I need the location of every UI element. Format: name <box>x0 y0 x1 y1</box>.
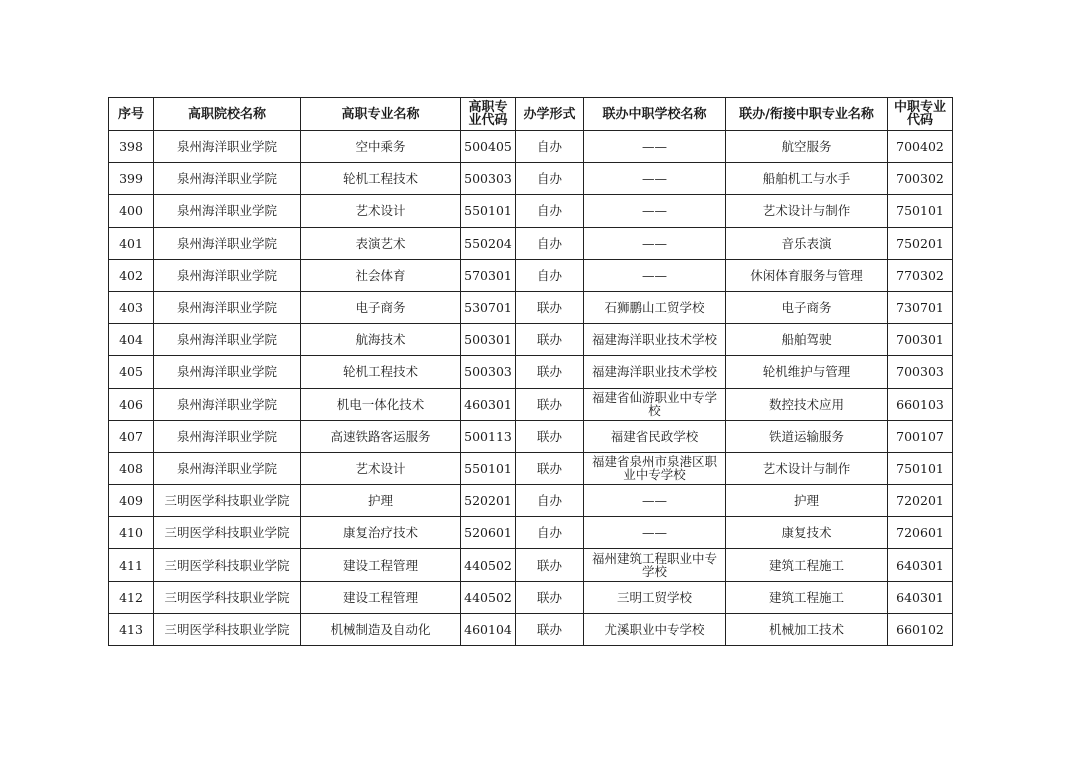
cell-mode: 自办 <box>516 485 584 517</box>
cell-major-code: 460104 <box>461 613 516 645</box>
cell-college: 泉州海洋职业学院 <box>154 324 301 356</box>
cell-index: 400 <box>109 195 154 227</box>
cell-major-code: 530701 <box>461 291 516 323</box>
cell-major-code: 500303 <box>461 163 516 195</box>
cell-college: 泉州海洋职业学院 <box>154 259 301 291</box>
cell-mode: 联办 <box>516 324 584 356</box>
enrollment-table <box>108 97 953 646</box>
cell-college: 三明医学科技职业学院 <box>154 517 301 549</box>
cell-partner-school: 尤溪职业中专学校 <box>584 613 726 645</box>
cell-index: 411 <box>109 549 154 581</box>
cell-major-code: 570301 <box>461 259 516 291</box>
cell-major: 建设工程管理 <box>301 581 461 613</box>
table-row <box>109 420 953 452</box>
cell-partner-major: 休闲体育服务与管理 <box>726 259 888 291</box>
cell-major: 康复治疗技术 <box>301 517 461 549</box>
cell-college: 泉州海洋职业学院 <box>154 420 301 452</box>
col-header-index: 序号 <box>109 98 154 131</box>
cell-index: 409 <box>109 485 154 517</box>
table-row <box>109 356 953 388</box>
col-header-mode: 办学形式 <box>516 98 584 131</box>
cell-major: 护理 <box>301 485 461 517</box>
cell-major-code: 550101 <box>461 195 516 227</box>
cell-partner-code: 700303 <box>888 356 953 388</box>
cell-college: 三明医学科技职业学院 <box>154 613 301 645</box>
cell-index: 410 <box>109 517 154 549</box>
cell-partner-major: 建筑工程施工 <box>726 549 888 581</box>
cell-major-code: 500113 <box>461 420 516 452</box>
cell-partner-code: 720601 <box>888 517 953 549</box>
cell-partner-major: 轮机维护与管理 <box>726 356 888 388</box>
cell-partner-school: —— <box>584 195 726 227</box>
table-row <box>109 549 953 581</box>
table-row <box>109 324 953 356</box>
cell-mode: 联办 <box>516 420 584 452</box>
cell-partner-code: 660103 <box>888 388 953 420</box>
cell-major-code: 440502 <box>461 549 516 581</box>
cell-index: 401 <box>109 227 154 259</box>
cell-major: 轮机工程技术 <box>301 163 461 195</box>
cell-mode: 联办 <box>516 388 584 420</box>
cell-partner-school: 三明工贸学校 <box>584 581 726 613</box>
cell-mode: 联办 <box>516 452 584 484</box>
cell-partner-code: 700302 <box>888 163 953 195</box>
cell-major: 机电一体化技术 <box>301 388 461 420</box>
cell-college: 泉州海洋职业学院 <box>154 163 301 195</box>
table-row <box>109 163 953 195</box>
cell-major: 艺术设计 <box>301 452 461 484</box>
cell-major-code: 500405 <box>461 131 516 163</box>
cell-partner-major: 电子商务 <box>726 291 888 323</box>
cell-mode: 自办 <box>516 227 584 259</box>
col-header-partner-major: 联办/衔接中职专业名称 <box>726 98 888 131</box>
cell-mode: 联办 <box>516 356 584 388</box>
header-row <box>109 98 953 131</box>
cell-partner-code: 750201 <box>888 227 953 259</box>
cell-index: 398 <box>109 131 154 163</box>
cell-major: 艺术设计 <box>301 195 461 227</box>
cell-partner-school: 福建省民政学校 <box>584 420 726 452</box>
cell-major-code: 550204 <box>461 227 516 259</box>
cell-college: 三明医学科技职业学院 <box>154 581 301 613</box>
cell-partner-code: 660102 <box>888 613 953 645</box>
cell-index: 399 <box>109 163 154 195</box>
cell-index: 403 <box>109 291 154 323</box>
cell-college: 泉州海洋职业学院 <box>154 291 301 323</box>
cell-partner-school: —— <box>584 517 726 549</box>
cell-partner-major: 建筑工程施工 <box>726 581 888 613</box>
cell-partner-major: 机械加工技术 <box>726 613 888 645</box>
cell-major: 建设工程管理 <box>301 549 461 581</box>
table-row <box>109 227 953 259</box>
cell-college: 泉州海洋职业学院 <box>154 452 301 484</box>
cell-mode: 自办 <box>516 517 584 549</box>
cell-college: 泉州海洋职业学院 <box>154 388 301 420</box>
cell-partner-code: 770302 <box>888 259 953 291</box>
cell-college: 三明医学科技职业学院 <box>154 549 301 581</box>
cell-index: 405 <box>109 356 154 388</box>
table-row <box>109 259 953 291</box>
cell-index: 402 <box>109 259 154 291</box>
cell-partner-school: 福建海洋职业技术学校 <box>584 356 726 388</box>
cell-college: 三明医学科技职业学院 <box>154 485 301 517</box>
cell-major: 电子商务 <box>301 291 461 323</box>
cell-mode: 联办 <box>516 549 584 581</box>
cell-partner-code: 640301 <box>888 549 953 581</box>
cell-index: 408 <box>109 452 154 484</box>
cell-major-code: 550101 <box>461 452 516 484</box>
table-row <box>109 388 953 420</box>
cell-major-code: 460301 <box>461 388 516 420</box>
cell-partner-school: 福建省泉州市泉港区职业中专学校 <box>584 452 726 484</box>
cell-index: 404 <box>109 324 154 356</box>
cell-major: 高速铁路客运服务 <box>301 420 461 452</box>
cell-partner-school: —— <box>584 131 726 163</box>
cell-partner-major: 铁道运输服务 <box>726 420 888 452</box>
cell-partner-school: —— <box>584 259 726 291</box>
cell-partner-school: 福建海洋职业技术学校 <box>584 324 726 356</box>
cell-partner-major: 音乐表演 <box>726 227 888 259</box>
table-row <box>109 131 953 163</box>
cell-partner-code: 750101 <box>888 195 953 227</box>
cell-partner-major: 船舶驾驶 <box>726 324 888 356</box>
cell-index: 407 <box>109 420 154 452</box>
col-header-major: 高职专业名称 <box>301 98 461 131</box>
cell-major: 表演艺术 <box>301 227 461 259</box>
cell-partner-major: 数控技术应用 <box>726 388 888 420</box>
cell-major: 机械制造及自动化 <box>301 613 461 645</box>
table-row <box>109 291 953 323</box>
table-row <box>109 581 953 613</box>
cell-major-code: 520601 <box>461 517 516 549</box>
cell-major: 航海技术 <box>301 324 461 356</box>
cell-partner-school: —— <box>584 227 726 259</box>
table-row <box>109 195 953 227</box>
cell-college: 泉州海洋职业学院 <box>154 356 301 388</box>
cell-partner-code: 640301 <box>888 581 953 613</box>
cell-partner-school: —— <box>584 163 726 195</box>
cell-partner-code: 730701 <box>888 291 953 323</box>
cell-major-code: 440502 <box>461 581 516 613</box>
cell-major-code: 500301 <box>461 324 516 356</box>
cell-college: 泉州海洋职业学院 <box>154 195 301 227</box>
cell-index: 412 <box>109 581 154 613</box>
col-header-partner-school: 联办中职学校名称 <box>584 98 726 131</box>
cell-partner-code: 700402 <box>888 131 953 163</box>
cell-major-code: 520201 <box>461 485 516 517</box>
cell-mode: 自办 <box>516 131 584 163</box>
cell-partner-major: 航空服务 <box>726 131 888 163</box>
cell-partner-major: 船舶机工与水手 <box>726 163 888 195</box>
col-header-partner-code: 中职专业代码 <box>888 98 953 131</box>
cell-partner-major: 艺术设计与制作 <box>726 452 888 484</box>
cell-major-code: 500303 <box>461 356 516 388</box>
cell-partner-school: 福建省仙游职业中专学校 <box>584 388 726 420</box>
cell-college: 泉州海洋职业学院 <box>154 131 301 163</box>
cell-mode: 联办 <box>516 613 584 645</box>
cell-partner-code: 700107 <box>888 420 953 452</box>
cell-partner-school: 石狮鹏山工贸学校 <box>584 291 726 323</box>
cell-mode: 自办 <box>516 163 584 195</box>
cell-partner-major: 艺术设计与制作 <box>726 195 888 227</box>
cell-partner-code: 720201 <box>888 485 953 517</box>
cell-mode: 自办 <box>516 259 584 291</box>
table-row <box>109 517 953 549</box>
cell-partner-major: 护理 <box>726 485 888 517</box>
table-body <box>109 131 953 646</box>
cell-index: 406 <box>109 388 154 420</box>
table-row <box>109 452 953 484</box>
col-header-major-code: 高职专业代码 <box>461 98 516 131</box>
cell-partner-code: 700301 <box>888 324 953 356</box>
cell-index: 413 <box>109 613 154 645</box>
cell-major: 社会体育 <box>301 259 461 291</box>
col-header-college: 高职院校名称 <box>154 98 301 131</box>
table-row <box>109 613 953 645</box>
cell-major: 轮机工程技术 <box>301 356 461 388</box>
cell-mode: 联办 <box>516 581 584 613</box>
table-row <box>109 485 953 517</box>
cell-partner-major: 康复技术 <box>726 517 888 549</box>
cell-partner-school: —— <box>584 485 726 517</box>
cell-mode: 联办 <box>516 291 584 323</box>
cell-major: 空中乘务 <box>301 131 461 163</box>
cell-mode: 自办 <box>516 195 584 227</box>
cell-partner-school: 福州建筑工程职业中专学校 <box>584 549 726 581</box>
cell-partner-code: 750101 <box>888 452 953 484</box>
cell-college: 泉州海洋职业学院 <box>154 227 301 259</box>
